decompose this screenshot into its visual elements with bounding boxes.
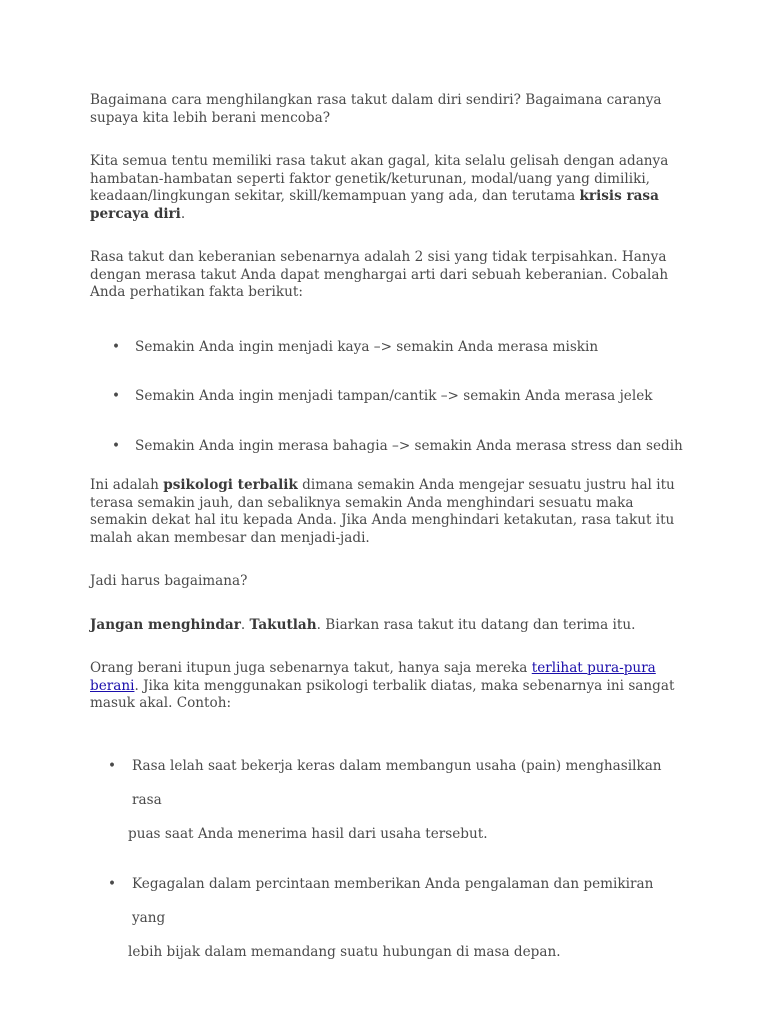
bold-phrase: Takutlah xyxy=(249,616,317,633)
document-page xyxy=(90,92,686,969)
paragraph-pre: Orang berani itupun juga sebenarnya takut, hanya saja mereka xyxy=(90,660,532,676)
bullet-icon: • xyxy=(108,875,117,892)
facts-list xyxy=(90,339,686,456)
paragraph-post: . Biarkan rasa takut itu datang dan terima itu. xyxy=(316,616,636,633)
list-item-text: Semakin Anda ingin menjadi tampan/cantik –> semakin Anda merasa jelek xyxy=(135,388,653,404)
paragraph-post: . Jika kita menggunakan psikologi terbalik diatas, maka sebenarnya ini sangat masuk akal. Contoh: xyxy=(90,677,675,711)
paragraph-fear-of-failure xyxy=(90,153,686,223)
paragraph-two-sides: Rasa takut dan keberanian sebenarnya adalah 2 sisi yang tidak terpisahkan. Hanya dengan merasa takut Anda dapat menghargai arti dari sebuah keberanian. Cobalah Anda perhatikan fakta berikut: xyxy=(90,249,669,300)
list-item-line: Rasa lelah saat bekerja keras dalam membangun usaha (pain) menghasilkan rasa xyxy=(132,757,662,808)
paragraph-question: Jadi harus bagaimana? xyxy=(90,573,248,589)
list-item xyxy=(90,339,686,357)
paragraph-advice xyxy=(90,617,686,635)
paragraph-post: dimana semakin Anda mengejar sesuatu justru hal itu terasa semakin jauh, dan sebaliknya semakin Anda menghindari sesuatu maka semakin dekat hal itu kepada Anda. Jika Anda menghindari ketakutan, rasa takut itu malah akan membesar dan menjadi-jadi. xyxy=(90,477,675,546)
examples-list xyxy=(90,749,686,969)
bullet-icon: • xyxy=(112,437,121,454)
paragraph-end: . xyxy=(180,205,186,222)
list-item xyxy=(90,867,686,969)
bullet-icon: • xyxy=(112,388,121,404)
list-item-line: puas saat Anda menerima hasil dari usaha tersebut. xyxy=(128,825,488,842)
list-item-line: Kegagalan dalam percintaan memberikan Anda pengalaman dan pemikiran yang xyxy=(132,875,654,926)
paragraph-pre: Ini adalah xyxy=(90,477,164,493)
separator: . xyxy=(240,616,250,633)
bold-phrase: Jangan menghindar xyxy=(90,616,241,633)
paragraph-text: Kita semua tentu memiliki rasa takut akan gagal, kita selalu gelisah dengan adanya hambatan-hambatan seperti faktor genetik/keturunan, modal/uang yang dimiliki, keadaan/lingkungan sekitar, skill/kemampuan yang ada, dan terutama xyxy=(90,153,669,204)
list-item xyxy=(90,438,686,456)
paragraph-brave-people xyxy=(90,660,686,713)
bullet-icon: • xyxy=(108,757,117,774)
bold-phrase: psikologi terbalik xyxy=(163,477,298,493)
list-item xyxy=(90,388,686,406)
list-item xyxy=(90,749,686,851)
intro-paragraph: Bagaimana cara menghilangkan rasa takut dalam diri sendiri? Bagaimana caranya supaya kita lebih berani mencoba? xyxy=(90,92,662,126)
inline-link[interactable]: terlihat pura-pura berani xyxy=(90,660,656,694)
bullet-icon: • xyxy=(112,338,121,355)
list-item-line: lebih bijak dalam memandang suatu hubungan di masa depan. xyxy=(128,943,561,960)
list-item-text: Semakin Anda ingin merasa bahagia –> semakin Anda merasa stress dan sedih xyxy=(135,437,683,454)
paragraph-reverse-psychology xyxy=(90,477,686,547)
list-item-text: Semakin Anda ingin menjadi kaya –> semakin Anda merasa miskin xyxy=(135,338,599,355)
bold-phrase: krisis rasa percaya diri xyxy=(90,188,659,222)
